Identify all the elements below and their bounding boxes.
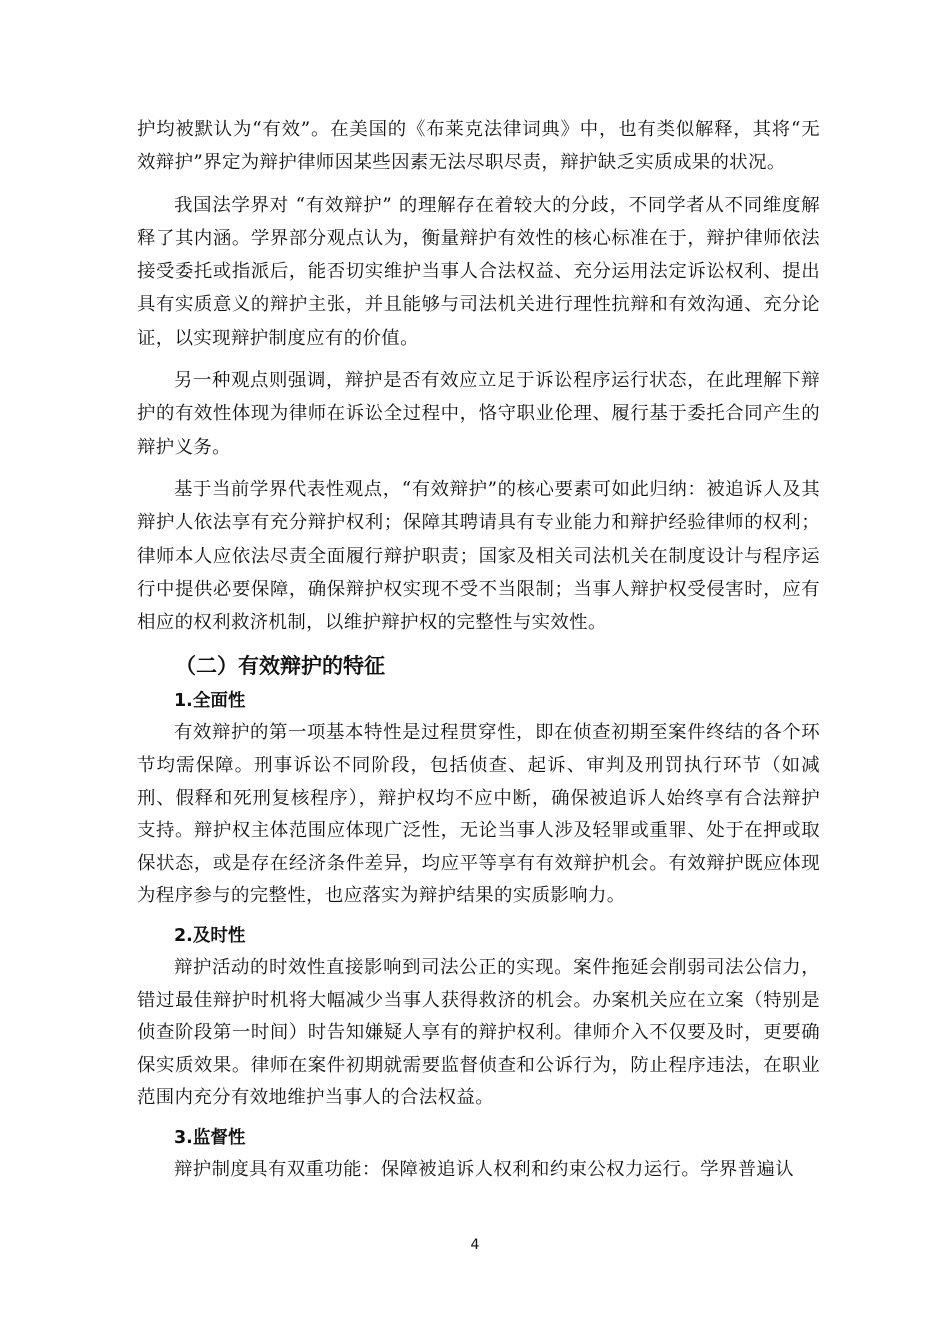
subsection-text: 有效辩护的第一项基本特性是过程贯穿性，即在侦查初期至案件终结的各个环节均需保障。刑事诉讼不同阶段，包括侦查、起诉、审判及刑罚执行环节（如减刑、假释和死刑复核程序），辩护权均不应中断，确保被追诉人始终享有合法辩护支持。辩护权主体范围应体现广泛性，无论当事人涉及轻罪或重罪、处于在押或取保状态，或是存在经济条件差异，均应平等享有有效辩护机会。有效辩护既应体现为程序参与的完整性，也应落实为辩护结果的实质影响力。 (137, 722, 820, 907)
subsection-supervision (137, 1122, 820, 1187)
page-body (137, 113, 820, 1187)
subsection-text: 辩护活动的时效性直接影响到司法公正的实现。案件拖延会削弱司法公信力，错过最佳辩护时机将大幅减少当事人获得救济的机会。办案机关应在立案（特别是侦查阶段第一时间）时告知嫌疑人享有的辩护权利。律师介入不仅要及时，更要确保实质效果。律师在案件初期就需要监督侦查和公诉行为，防止程序违法，在职业范围内充分有效地维护当事人的合法权益。 (137, 957, 820, 1109)
subsection-timeliness (137, 920, 820, 1115)
paragraph-procedural-view: 另一种观点则强调，辩护是否有效应立足于诉讼程序运行状态，在此理解下辩护的有效性体现为律师在诉讼全过程中，恪守职业伦理、履行基于委托合同产生的辩护义务。 (137, 370, 820, 458)
subsection-comprehensiveness (137, 685, 820, 913)
paragraph-core-elements: 基于当前学界代表性观点，“有效辩护”的核心要素可如此归纳：被追诉人及其辩护人依法享有充分辩护权利；保障其聘请具有专业能力和辩护经验律师的权利；律师本人应依法尽责全面履行辩护职责；国家及相关司法机关在制度设计与程序运行中提供必要保障，确保辩护权实现不受不当限制；当事人辩护权受侵害时，应有相应的权利救济机制，以维护辩护权的完整性与实效性。 (137, 478, 820, 634)
subsection-heading: 3.监督性 (174, 1127, 246, 1148)
section-heading: （二）有效辩护的特征 (175, 654, 385, 679)
subsection-heading: 2.及时性 (174, 926, 246, 947)
page-number: 4 (470, 1237, 480, 1253)
subsection-text: 辩护制度具有双重功能：保障被追诉人权利和约束公权力运行。学界普遍认 (174, 1158, 795, 1180)
paragraph-scholarly-disagreement: 我国法学界对 “有效辩护” 的理解存在着较大的分歧，不同学者从不同维度解释了其内涵。学界部分观点认为，衡量辩护有效性的核心标准在于，辩护律师依法接受委托或指派后，能否切实维护当事人合法权益、充分运用法定诉讼权利、提出具有实质意义的辩护主张，并且能够与司法机关进行理性抗辩和有效沟通、充分论证，以实现辩护制度应有的价值。 (137, 194, 820, 349)
paragraph-black-law-dictionary: 护均被默认为“有效”。在美国的《布莱克法律词典》中，也有类似解释，其将“无效辩护”界定为辩护律师因某些因素无法尽职尽责，辩护缺乏实质成果的状况。 (137, 119, 820, 174)
subsection-heading: 1.全面性 (174, 691, 246, 712)
